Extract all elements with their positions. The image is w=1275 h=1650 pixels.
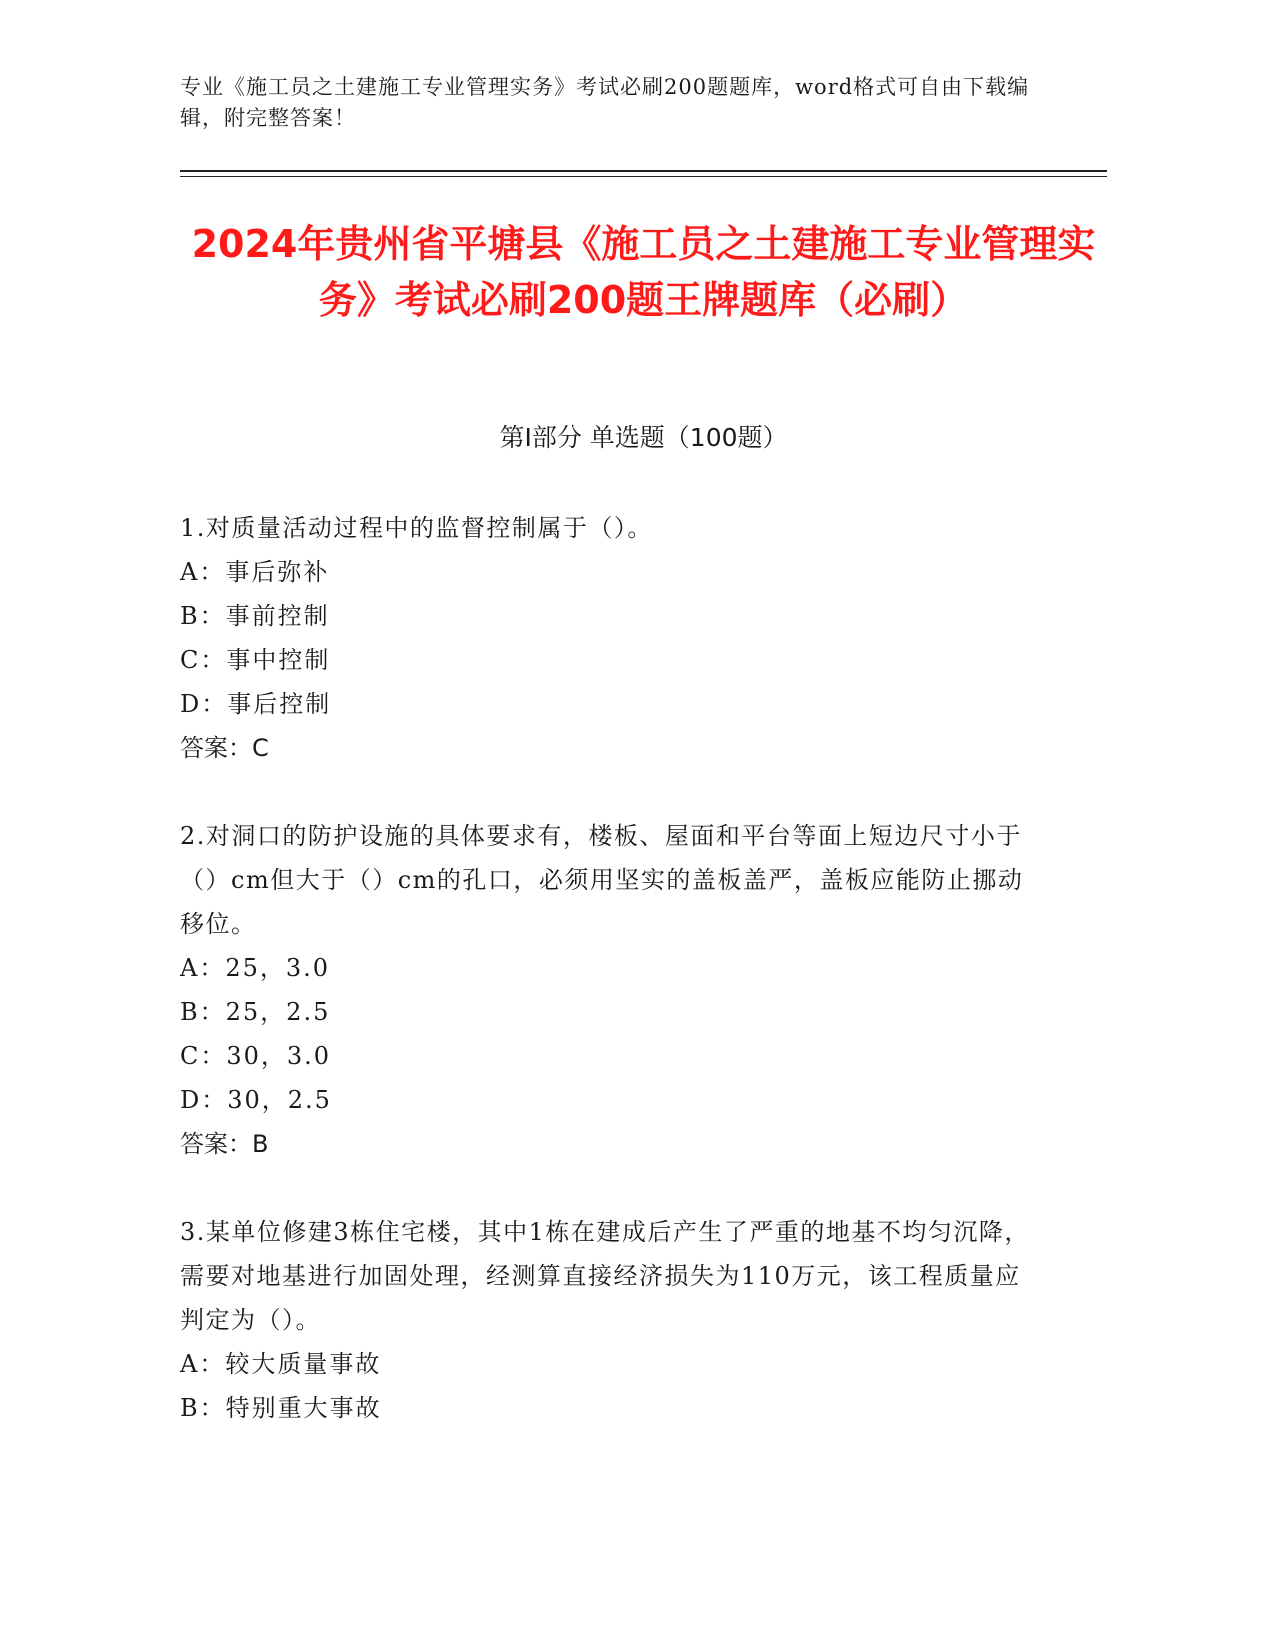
- option-b: B：25，2.5: [180, 998, 331, 1026]
- option-c: C：30，3.0: [180, 1042, 332, 1070]
- option-a: A：较大质量事故: [180, 1350, 382, 1378]
- option-c: C：事中控制: [180, 646, 331, 674]
- header-note: 专业《施工员之土建施工专业管理实务》考试必刷200题题库，word格式可自由下载编辑，附完整答案！: [180, 75, 1030, 130]
- question-list: [180, 506, 1040, 1474]
- question-2: [180, 814, 1040, 1166]
- section-title: 第I部分 单选题（100题）: [499, 423, 788, 452]
- question-1: [180, 506, 1040, 770]
- answer: 答案：B: [180, 1130, 269, 1158]
- question-stem: 3.某单位修建3栋住宅楼，其中1栋在建成后产生了严重的地基不均匀沉降，需要对地基进行加固处理，经测算直接经济损失为110万元，该工程质量应判定为（）。: [180, 1218, 1030, 1334]
- question-3: [180, 1210, 1040, 1430]
- question-stem: 2.对洞口的防护设施的具体要求有，楼板、屋面和平台等面上短边尺寸小于（）cm但大于（）cm的孔口，必须用坚实的盖板盖严，盖板应能防止挪动移位。: [180, 822, 1024, 938]
- header-divider-thick: [180, 170, 1107, 172]
- option-a: A：25，3.0: [180, 954, 331, 982]
- document-title: 2024年贵州省平塘县《施工员之土建施工专业管理实务》考试必刷200题王牌题库（必刷）: [191, 222, 1096, 322]
- option-b: B：事前控制: [180, 602, 330, 630]
- option-d: D：30，2.5: [180, 1086, 332, 1114]
- header-divider-thin: [180, 176, 1107, 177]
- answer: 答案：C: [180, 734, 269, 762]
- option-b: B：特别重大事故: [180, 1394, 382, 1422]
- question-stem: 1.对质量活动过程中的监督控制属于（）。: [180, 514, 653, 542]
- option-d: D：事后控制: [180, 690, 332, 718]
- option-a: A：事后弥补: [180, 558, 330, 586]
